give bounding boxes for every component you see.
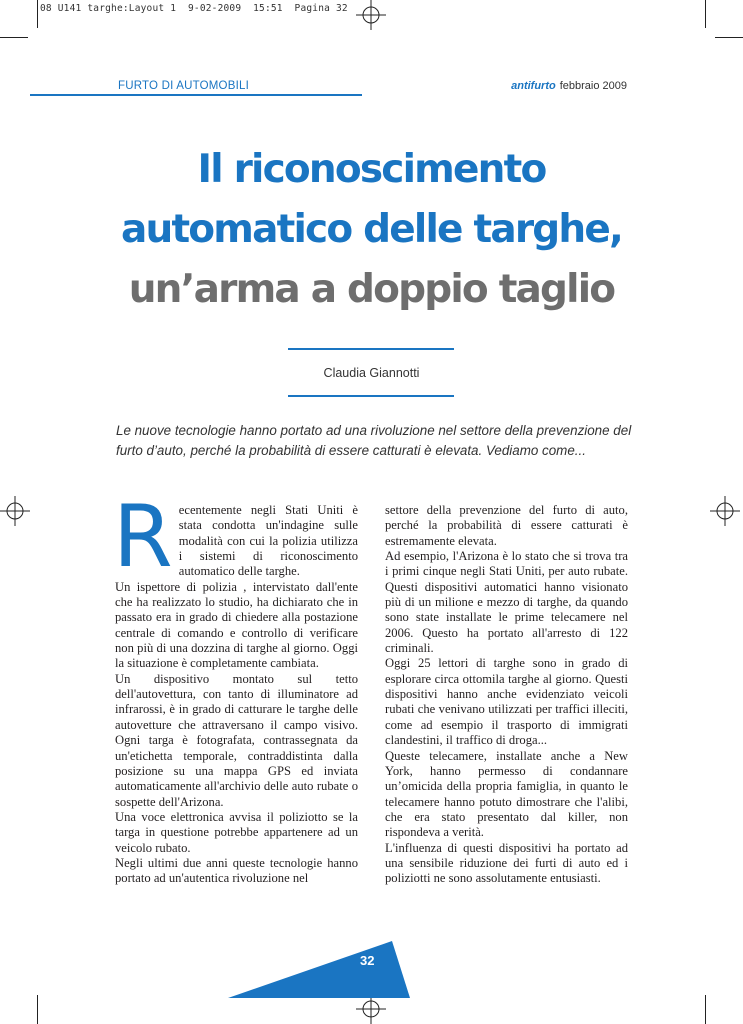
body-paragraph: Una voce elettronica avvisa il poliziotto se la targa in questione potrebbe appartenere ad un veicolo rubato. [115, 809, 358, 855]
article-title-line-3: un’arma a doppio taglio [128, 267, 615, 312]
page-number: 32 [360, 953, 375, 968]
body-paragraph: Queste telecamere, installate anche a New York, hanno permesso di condannare un’omicida della propria famiglia, in quanto le telecamere hanno potuto dimostrare che l'alibi, che era stato presentato dal killer, non rispondeva a verità. [385, 748, 628, 840]
body-paragraph: ecentemente negli Stati Uniti è stata condotta un'indagine sulle modalità con cui la polizia utilizza i sistemi di riconoscimento automatico delle targhe. [178, 503, 358, 579]
slug-line: 08 U141 targhe:Layout 1 9-02-2009 15:51 Pagina 32 [40, 3, 348, 14]
crop-mark [715, 37, 743, 38]
body-paragraph: Un dispositivo montato sul tetto dell'autovettura, con tanto di illuminatore ad infrarossi, è in grado di catturare le targhe delle autovetture che attraversano il campo visivo. Ogni targa è fotografata, contrassegnata da un'etichetta temporale, contraddistinta dalla posizione su una mappa GPS ed inviata automaticamente all'archivio delle auto rubate o sospette dell'Arizona. [115, 671, 358, 809]
body-paragraph: settore della prevenzione del furto di auto, perché la probabilità di essere catturati è estremamente elevata. [385, 503, 628, 548]
body-column-1 [113, 487, 358, 887]
issue-date: febbraio 2009 [559, 80, 627, 92]
body-paragraph: Negli ultimi due anni queste tecnologie hanno portato ad un'autentica rivoluzione nel [115, 855, 358, 886]
registration-mark-icon [356, 0, 386, 30]
crop-mark [0, 37, 28, 38]
registration-mark-icon [710, 496, 740, 526]
article-title-line-1: Il riconoscimento [197, 147, 546, 192]
drop-cap: R [113, 487, 173, 587]
body-paragraph: L'influenza di questi dispositivi ha portato ad una sensibile riduzione dei furti di auto ed i poliziotti ne sono assolutamente entusiasti. [385, 840, 628, 886]
section-label: FURTO DI AUTOMOBILI [118, 80, 249, 92]
crop-mark [37, 0, 38, 28]
article-title-line-2: automatico delle targhe, [120, 207, 623, 252]
body-column-2 [385, 503, 628, 887]
body-paragraph: Un ispettore di polizia , intervistato dall'ente che ha realizzato lo studio, ha dichiarato che in passato era in grado di chiedere alla postazione centrale di comando e controllo di verificare non più di una dozzina di targhe al giorno. Oggi la situazione è completamente cambiata. [115, 579, 358, 671]
crop-mark [705, 0, 706, 28]
author-name: Claudia Giannotti [323, 366, 420, 380]
body-paragraph: Ad esempio, l'Arizona è lo stato che si trova tra i primi cinque negli Stati Uniti, per auto rubate. Questi dispositivi automatici hanno visionato più di un milione e mezzo di targhe, da quando sono state installate le prime telecamere nel 2006. Questo ha portato all'arresto di 122 criminali. [385, 549, 628, 656]
page-number-triangle [0, 935, 743, 1005]
issue-info [511, 80, 627, 92]
lead-paragraph: Le nuove tecnologie hanno portato ad una rivoluzione nel settore della prevenzione del furto d’auto, perché la probabilità di essere catturati è elevata. Vediamo come... [116, 423, 632, 458]
magazine-name: antifurto [511, 80, 556, 92]
byline-rule-bottom [288, 395, 454, 397]
section-rule [30, 94, 362, 96]
registration-mark-icon [0, 496, 30, 526]
byline-rule-top [288, 348, 454, 350]
body-paragraph: Oggi 25 lettori di targhe sono in grado di esplorare circa ottomila targhe al giorno. Questi dispositivi hanno anche evidenziato veicoli rubati che venivano utilizzati per traffici illeciti, come ad esempio il trasporto di immigrati clandestini, il traffico di droga... [385, 656, 628, 748]
